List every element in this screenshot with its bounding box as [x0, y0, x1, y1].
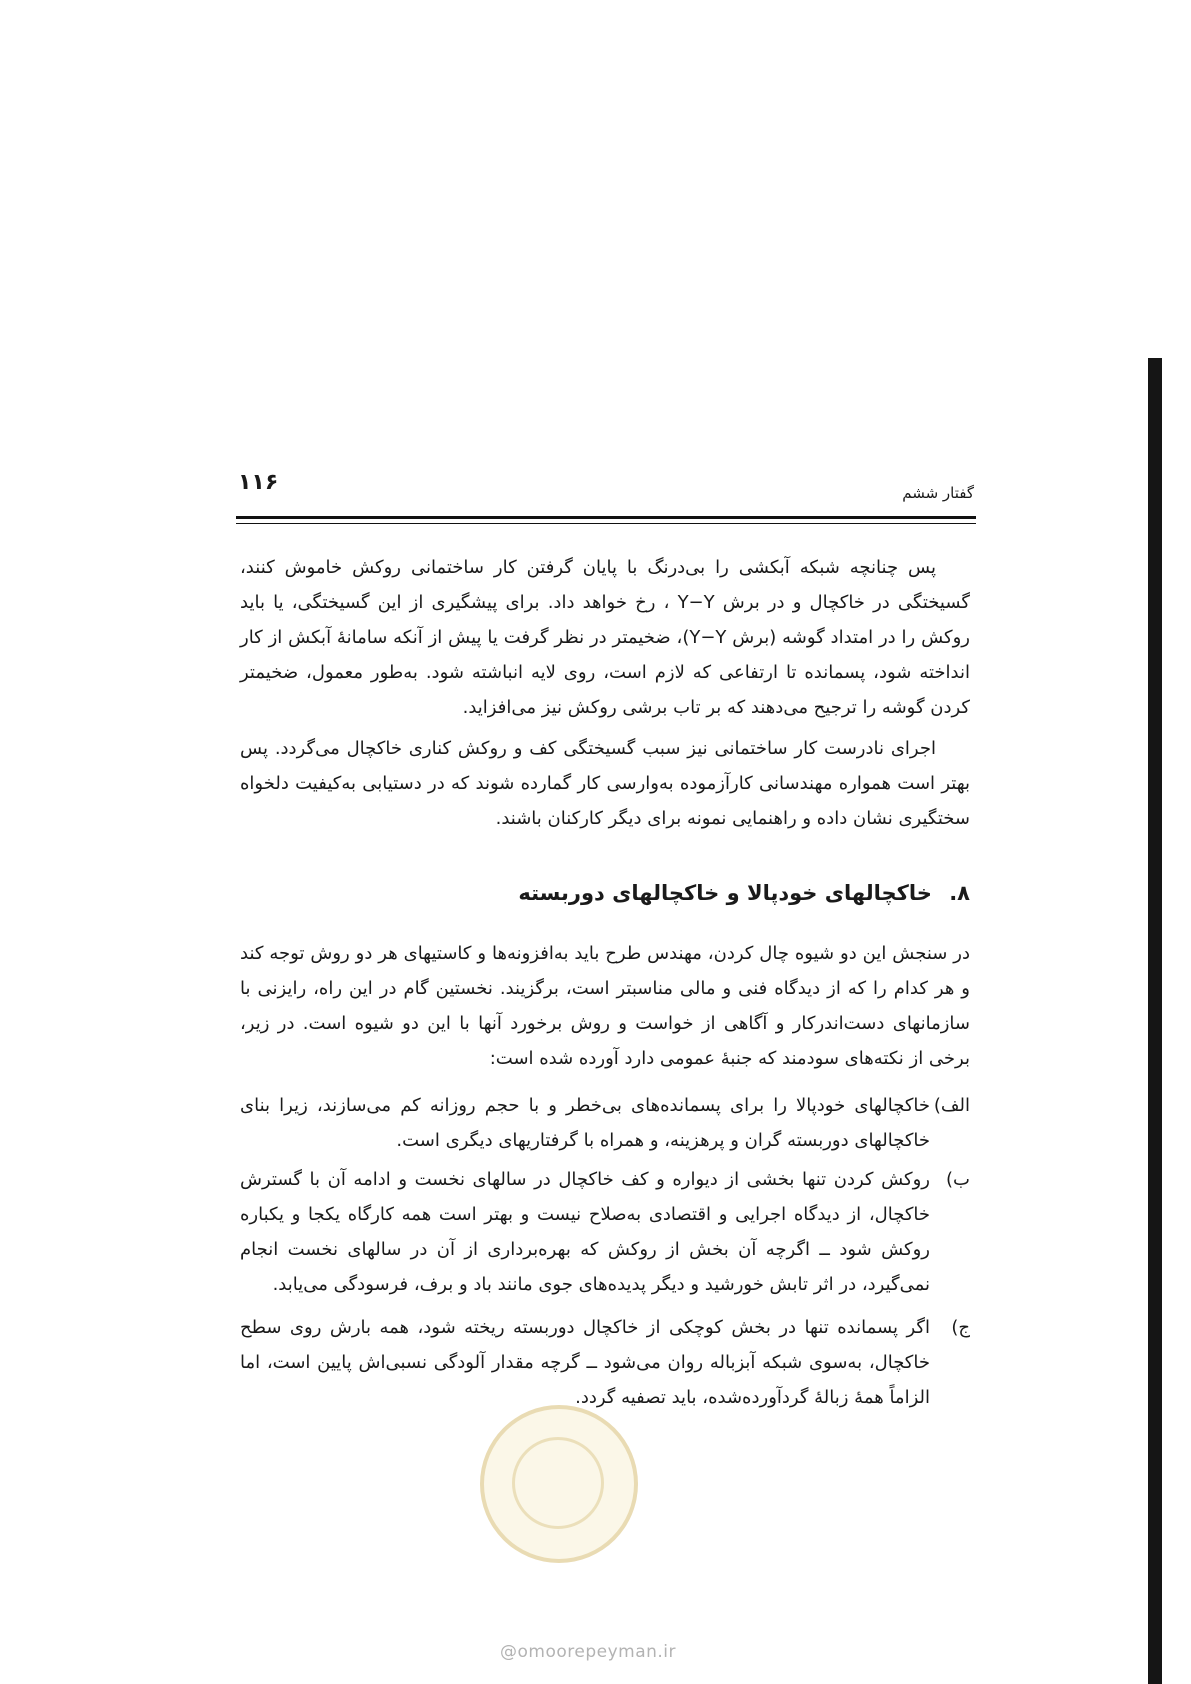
section-intro: در سنجش این دو شیوه چال کردن، مهندس طرح باید به‌افزونه‌ها و کاستیهای هر دو روش توجه کند و هر کدام را که از دیدگاه فنی و مالی مناسبتر است، برگزیند. نخستین گام در این راه، رایزنی با سازمانهای دست‌اندرکار و آگاهی از خواست و روش برخورد آنها با این دو شیوه است. در زیر، برخی از نکته‌های سودمند که جنبهٔ عمومی دارد آورده شده است:: [240, 943, 970, 1069]
list-item: [240, 1088, 970, 1158]
header-rule-thick: [236, 516, 976, 519]
list-item: [240, 1310, 970, 1415]
header-rule-thin: [236, 523, 976, 524]
section-number: ۸.: [949, 881, 970, 905]
list-item: [240, 1162, 970, 1302]
page-header: [238, 470, 974, 510]
list-item-text: خاکچالهای خودپالا را برای پسمانده‌های بی‌خطر و با حجم روزانه کم می‌سازند، زیرا بنای خاکچالهای دوربسته گران و پرهزینه، و همراه با گرفتاریهای دیگری است.: [240, 1095, 930, 1151]
list-marker: الف): [933, 1095, 970, 1116]
page-body: [240, 550, 970, 1415]
body-paragraph: پس چنانچه شبکه آبکشی را بی‌درنگ با پایان گرفتن کار ساختمانی روکش خاموش کنند، گسیختگی در خاکچال و در برش Y−Y ، رخ خواهد داد. برای پیشگیری از این گسیختگی، یا باید روکش را در امتداد گوشه (برش Y−Y)، ضخیمتر در نظر گرفت یا پیش از آنکه سامانهٔ آبکش از کار انداخته شود، پسمانده تا ارتفاعی که لازم است، روی لایه انباشته شود. به‌طور معمول، ضخیمتر کردن گوشه را ترجیح می‌دهند که بر تاب برشی روکش نیز می‌افزاید.: [240, 557, 970, 718]
section-heading: [240, 876, 970, 910]
section-title: خاکچالهای خودپالا و خاکچالهای دوربسته: [518, 881, 932, 905]
list-marker: ب): [946, 1169, 970, 1190]
page-edge-bar: [1148, 358, 1162, 1684]
body-paragraph: اجرای نادرست کار ساختمانی نیز سبب گسیختگی کف و روکش کناری خاکچال می‌گردد. پس بهتر است همواره مهندسانی کارآزموده به‌وارسی کار گمارده شوند که در دستیابی به‌کیفیت دلخواه سختگیری نشان داده و راهنمایی نمونه برای دیگر کارکنان باشند.: [240, 738, 970, 829]
library-stamp-watermark: [480, 1405, 638, 1563]
source-watermark: @omoorepeyman.ir: [500, 1642, 677, 1662]
chapter-title: گفتار ششم: [902, 484, 974, 502]
list-marker: ج): [951, 1317, 970, 1338]
list-item-text: روکش کردن تنها بخشی از دیواره و کف خاکچال در سالهای نخست و ادامه آن با گسترش خاکچال، از دیدگاه اجرایی و اقتصادی به‌صلاح نیست و بهتر است همه کارگاه یکجا و یکباره روکش شود ــ اگرچه آن بخش از روکش که بهره‌برداری از آن در سالهای نخست انجام نمی‌گیرد، در اثر تابش خورشید و دیگر پدیده‌های جوی مانند باد و برف، فرسودگی می‌یابد.: [240, 1169, 930, 1295]
page-number: ۱۱۶: [238, 470, 279, 495]
list-item-text: اگر پسمانده تنها در بخش کوچکی از خاکچال دوربسته ریخته شود، همه بارش روی سطح خاکچال، به‌سوی شبکه آبزباله روان می‌شود ــ گرچه مقدار آلودگی نسبی‌اش پایین است، اما الزاماً همهٔ زبالهٔ گردآورده‌شده، باید تصفیه گردد.: [240, 1317, 930, 1408]
